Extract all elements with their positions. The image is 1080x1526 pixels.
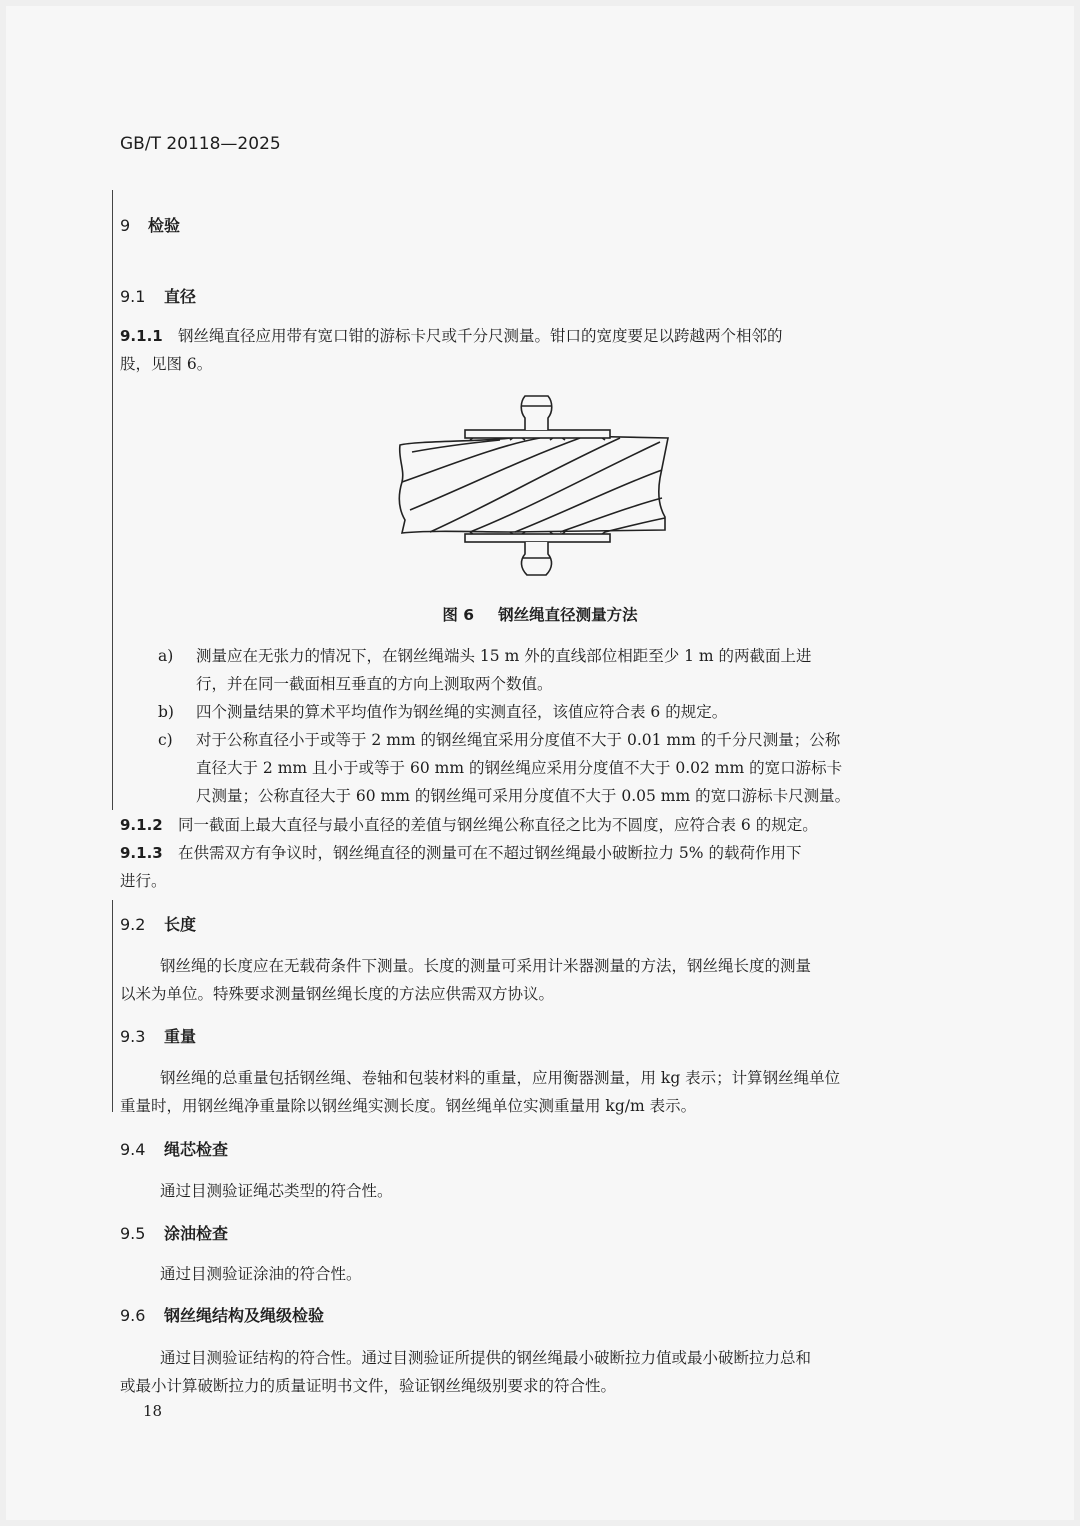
section-9-2-paragraph: 钢丝绳的长度应在无载荷条件下测量。长度的测量可采用计米器测量的方法，钢丝绳长度的测量 以米为单位。特殊要求测量钢丝绳长度的方法应供需双方协议。: [120, 957, 812, 1003]
section-9-2-heading: 9.2 长度: [120, 915, 197, 934]
section-9-4-paragraph: 通过目测验证绳芯类型的符合性。: [160, 1182, 393, 1200]
section-9-1-1-paragraph: 9.1.1 钢丝绳直径应用带有宽口钳的游标卡尺或千分尺测量。钳口的宽度要足以跨越两个相邻的 股，见图 6。: [120, 327, 783, 373]
strand-line: [560, 498, 662, 532]
document-id-header: GB/T 20118—2025: [120, 134, 281, 154]
strand-line: [470, 442, 660, 532]
section-9-3-heading: 9.3 重量: [120, 1027, 197, 1046]
section-9-6-heading: 9.6 钢丝绳结构及绳级检验: [120, 1306, 325, 1325]
strand-line: [430, 438, 620, 532]
section-9-3-paragraph: 钢丝绳的总重量包括钢丝绳、卷轴和包装材料的重量，应用衡器测量，用 kg 表示；计算钢丝绳单位 重量时，用钢丝绳净重量除以钢丝绳实测长度。钢丝绳单位实测重量用 kg/m 表示。: [120, 1069, 841, 1115]
caliper-bottom-jaw: [465, 534, 610, 542]
change-bar: [112, 900, 113, 1112]
figure-6-caption: 图 6 钢丝绳直径测量方法: [442, 606, 638, 624]
section-9-1-3-paragraph: 9.1.3 在供需双方有争议时，钢丝绳直径的测量可在不超过钢丝绳最小破断拉力 5% 的载荷作用下 进行。: [120, 844, 802, 890]
caliper-top-stem: [521, 396, 552, 430]
strand-line: [402, 438, 540, 482]
section-9-1-heading: 9.1 直径: [120, 287, 197, 306]
change-bar: [112, 190, 113, 810]
section-9-6-paragraph: 通过目测验证结构的符合性。通过目测验证所提供的钢丝绳最小破断拉力值或最小破断拉力总和 或最小计算破断拉力的质量证明书文件，验证钢丝绳级别要求的符合性。: [120, 1349, 812, 1395]
caliper-top-jaw: [465, 430, 610, 438]
section-9-1-2-paragraph: 9.1.2 同一截面上最大直径与最小直径的差值与钢丝绳公称直径之比为不圆度，应符合表 6 的规定。: [120, 816, 818, 834]
section-9-4-heading: 9.4 绳芯检查: [120, 1140, 229, 1159]
page-number: 18: [143, 1402, 163, 1420]
section-9-5-heading: 9.5 涂油检查: [120, 1224, 229, 1243]
rope-diameter-measurement-figure: [390, 390, 680, 580]
section-9-heading: 9 检验: [120, 216, 181, 235]
section-9-5-paragraph: 通过目测验证涂油的符合性。: [160, 1265, 362, 1283]
